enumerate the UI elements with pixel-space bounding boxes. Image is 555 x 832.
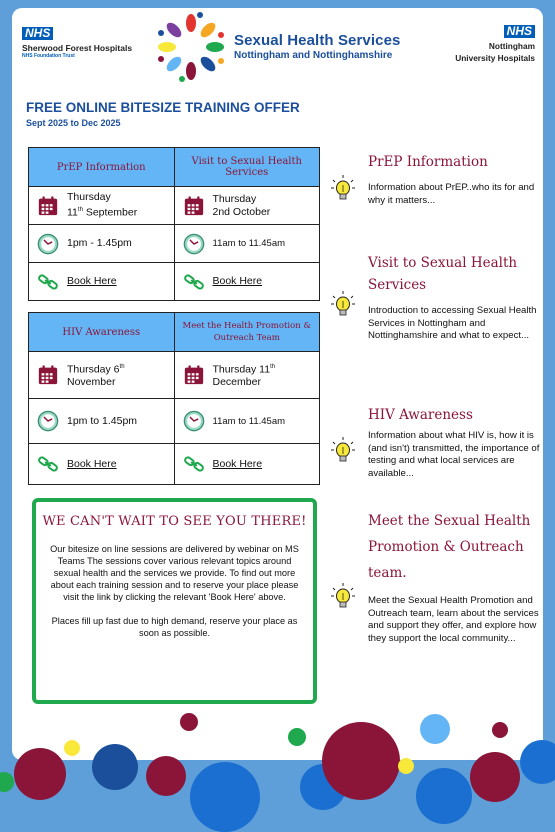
service-title: Sexual Health Services xyxy=(234,32,401,49)
session-date-prep: Thursday 11th September xyxy=(29,187,175,225)
calendar-icon xyxy=(37,195,59,217)
decor-dot xyxy=(92,744,138,790)
session-time-visit: 11am to 11.45am xyxy=(174,225,320,263)
decor-dot xyxy=(190,762,260,832)
decor-dot xyxy=(520,740,555,784)
description-title: PrEP Information xyxy=(368,154,488,170)
sessions-table-top xyxy=(28,147,320,301)
session-title-prep: PrEP Information xyxy=(29,148,175,187)
description-text: Meet the Sexual Health Promotion and Outreach team, learn about the services and support they offer, and explore how they support the local community... xyxy=(368,595,539,644)
callout-title: WE CAN'T WAIT TO SEE YOU THERE! xyxy=(42,514,307,529)
decor-dot xyxy=(14,748,66,800)
callout-note: Places fill up fast due to high demand, reserve your place as soon as possible. xyxy=(51,616,298,638)
session-time-prep: 1pm - 1.45pm xyxy=(29,225,175,263)
book-here-link-prep[interactable]: Book Here xyxy=(67,275,117,287)
description-title: HIV Awareness xyxy=(368,407,473,423)
right-org-line-2: University Hospitals xyxy=(455,53,535,63)
offer-heading xyxy=(26,100,300,128)
decor-dot xyxy=(470,752,520,802)
calendar-icon xyxy=(183,195,205,217)
sexual-health-services-logo-icon xyxy=(150,8,232,86)
decor-dot xyxy=(398,758,414,774)
decor-dot xyxy=(322,722,400,800)
sherwood-forest-logo xyxy=(22,22,132,59)
session-time-hiv: 1pm to 1.45pm xyxy=(29,399,175,444)
left-org-sub: NHS Foundation Trust xyxy=(22,53,75,59)
decor-dot xyxy=(492,722,508,738)
decor-dot xyxy=(420,714,450,744)
callout-box xyxy=(32,498,317,704)
session-book-prep xyxy=(29,263,175,301)
link-icon xyxy=(37,271,59,293)
left-org-name: Sherwood Forest Hospitals xyxy=(22,43,133,53)
flyer-page xyxy=(12,8,543,760)
book-here-link-hiv[interactable]: Book Here xyxy=(67,457,117,470)
session-book-visit xyxy=(174,263,320,301)
description-title: Meet the Sexual Health Promotion & Outreach team. xyxy=(368,513,531,581)
sessions-table-bottom xyxy=(28,312,320,485)
decor-dot xyxy=(180,713,198,731)
book-here-link-outreach[interactable]: Book Here xyxy=(212,457,263,470)
lightbulb-icon xyxy=(330,174,356,204)
right-org-line-1: Nottingham xyxy=(488,41,535,51)
session-date-outreach: Thursday 11th December xyxy=(174,352,320,399)
nhs-badge: NHS xyxy=(22,27,53,40)
description-prep xyxy=(368,151,542,207)
clock-icon xyxy=(183,233,205,255)
clock-icon xyxy=(37,233,59,255)
session-date-visit: Thursday 2nd October xyxy=(174,187,320,225)
link-icon xyxy=(37,453,59,475)
link-icon xyxy=(183,271,205,293)
session-title-hiv: HIV Awareness xyxy=(29,313,175,352)
session-book-outreach xyxy=(174,444,320,485)
offer-title: FREE ONLINE BITESIZE TRAINING OFFER xyxy=(26,100,300,115)
description-text: Information about what HIV is, how it is (and isn't) transmitted, the importance of testing and what local services are available... xyxy=(368,430,540,479)
nottingham-university-hospitals-logo xyxy=(455,20,535,63)
description-title: Visit to Sexual Health Services xyxy=(368,255,518,293)
link-icon xyxy=(183,453,205,475)
description-visit xyxy=(368,252,542,343)
decor-dot xyxy=(416,768,472,824)
session-title-visit: Visit to Sexual Health Services xyxy=(174,148,320,187)
decor-dot xyxy=(146,756,186,796)
session-title-outreach: Meet the Health Promotion & Outreach Team xyxy=(174,313,320,352)
clock-icon xyxy=(37,410,59,432)
session-date-hiv: Thursday 6th November xyxy=(29,352,175,399)
book-here-link-visit[interactable]: Book Here xyxy=(212,275,263,287)
session-time-outreach: 11am to 11.45am xyxy=(174,399,320,444)
lightbulb-icon xyxy=(330,290,356,320)
description-hiv xyxy=(368,404,542,480)
decor-dot xyxy=(64,740,80,756)
description-text: Information about PrEP..who its for and why it matters... xyxy=(368,182,535,206)
description-text: Introduction to accessing Sexual Health Services in Nottingham and Nottinghamshire and what to expect... xyxy=(368,305,537,341)
lightbulb-icon xyxy=(330,436,356,466)
callout-body: Our bitesize on line sessions are delivered by webinar on MS Teams The sessions cover various relevant topics around sexual health and the services we provide. To find out more about each training session and to reserve your place please visit the link by clicking the relevant 'Book Here' above. xyxy=(50,544,299,602)
session-book-hiv xyxy=(29,444,175,485)
decor-dot xyxy=(288,728,306,746)
clock-icon xyxy=(183,410,205,432)
offer-dates: Sept 2025 to Dec 2025 xyxy=(26,118,121,128)
calendar-icon xyxy=(37,364,59,386)
service-name xyxy=(234,32,400,61)
lightbulb-icon xyxy=(330,582,356,612)
nhs-badge-right: NHS xyxy=(504,25,535,38)
calendar-icon xyxy=(183,364,205,386)
decor-dot xyxy=(0,772,14,792)
description-outreach xyxy=(368,508,542,645)
service-subtitle: Nottingham and Nottinghamshire xyxy=(234,50,393,61)
